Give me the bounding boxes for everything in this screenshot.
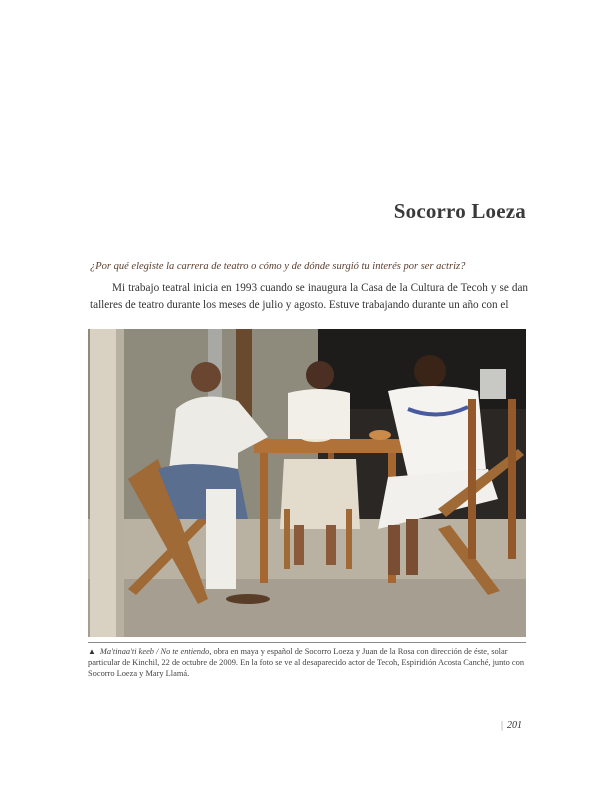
body-paragraph: Mi trabajo teatral inicia en 1993 cuando se inaugura la Casa de la Cultura de Tecoh y se dan talleres de teatro durante los meses de julio y agosto. Estuve trabajando durante un año con el	[90, 282, 528, 311]
photo-illustration	[88, 329, 526, 637]
page-number	[501, 720, 522, 731]
interview-question: ¿Por qué elegiste la carrera de teatro o cómo y de dónde surgió tu interés por ser actriz?	[90, 261, 466, 272]
theater-photo	[88, 329, 526, 637]
caption-work-title: Ma'tinaa'ti keeb / No te entiendo,	[99, 647, 212, 656]
triangle-up-icon: ▲	[88, 647, 96, 656]
section-title: Socorro Loeza	[393, 199, 526, 223]
caption-rule	[88, 642, 526, 643]
photo-caption	[88, 646, 528, 679]
caption-text: obra en maya y español de Socorro Loeza y Juan de la Rosa con dirección de éste, solar particular de Kinchil, 22 de octubre de 2009. En la foto se ve al desaparecido actor de Tecoh, Espiridión Acosta Canché, junto con Socorro Loeza y Mary Llamá.	[88, 647, 525, 678]
folio-divider: |	[500, 720, 503, 731]
page-number-value: 201	[507, 720, 522, 731]
